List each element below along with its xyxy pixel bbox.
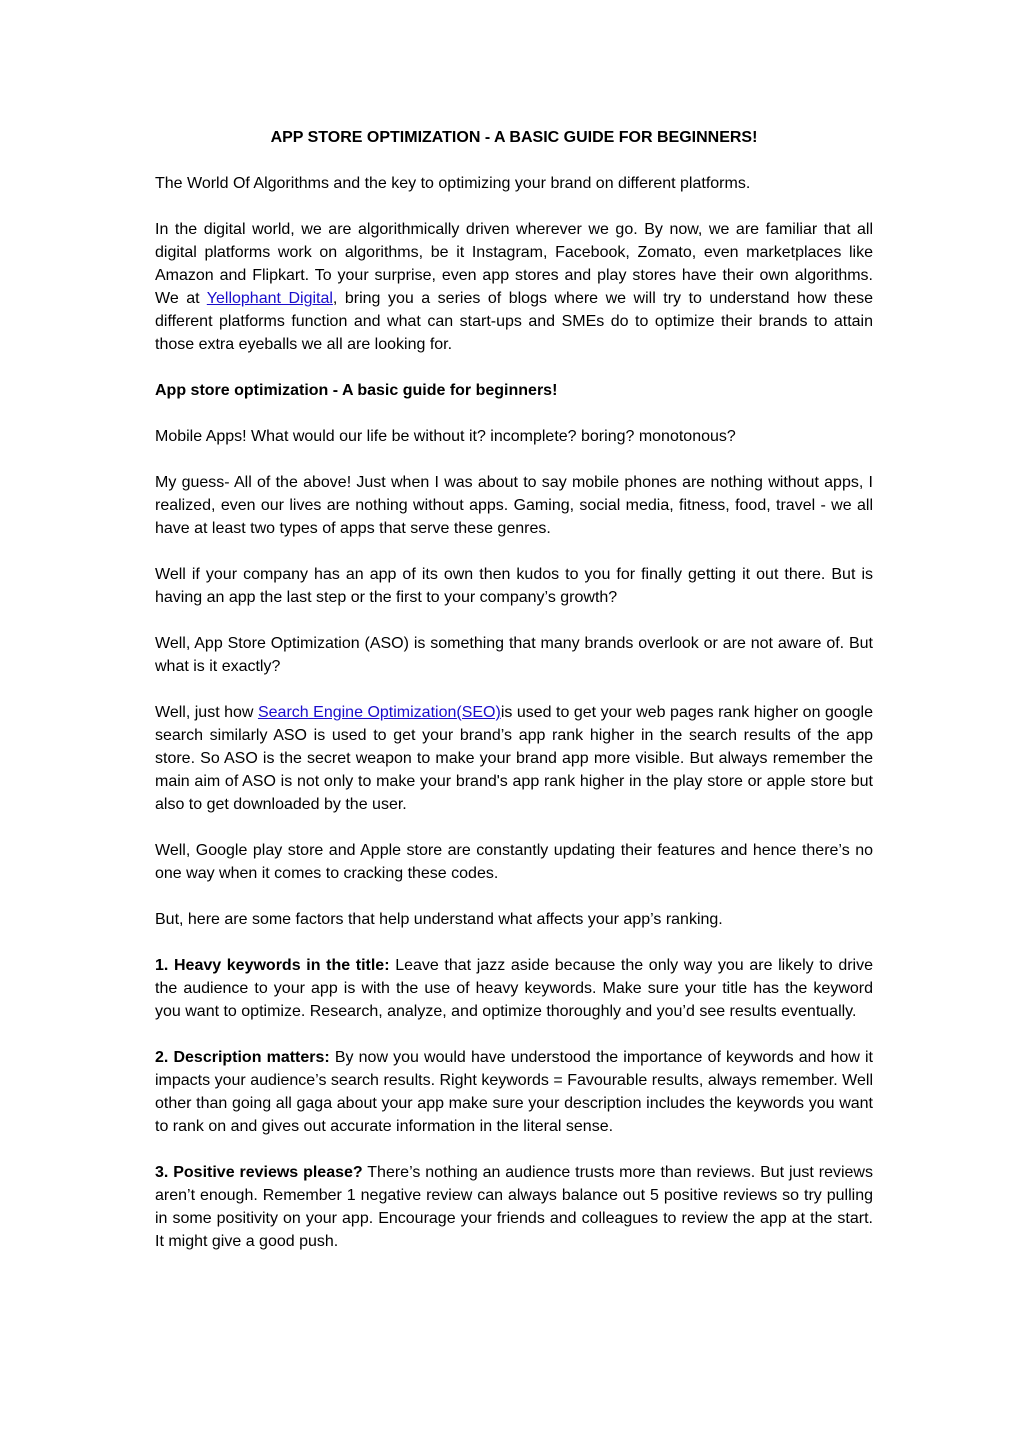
paragraph-store-updates: Well, Google play store and Apple store are constantly updating their features and hence there’s no one way when it comes to cracking these codes. [155,842,873,882]
paragraph-mobile-apps: Mobile Apps! What would our life be without it? incomplete? boring? monotonous? [155,428,736,445]
document-title: APP STORE OPTIMIZATION - A BASIC GUIDE FOR BEGINNERS! [270,129,758,146]
subtitle-paragraph: The World Of Algorithms and the key to optimizing your brand on different platforms. [155,175,751,192]
factor-label: 3. Positive reviews please? [155,1164,363,1181]
factor-label: 1. Heavy keywords in the title: [155,957,390,974]
paragraph-seo-comparison [155,701,873,816]
paragraph-guess: My guess- All of the above! Just when I was about to say mobile phones are nothing without apps, I realized, even our lives are nothing without apps. Gaming, social media, fitness, food, travel - we all have at least two types of apps that serve these genres. [155,474,873,537]
factor-text: Leave that jazz aside because the only way you are likely to drive the audience to your app is with the use of heavy keywords. Make sure your title has the keyword you want to optimize. Research, analyze, and optimize thoroughly and you’d see results eventually. [155,957,873,1020]
seo-link[interactable]: Search Engine Optimization(SEO) [257,704,501,721]
factor-item [155,1046,873,1138]
document-page [155,126,873,1276]
paragraph-company-app: Well if your company has an app of its own then kudos to you for finally getting it out there. But is having an app the last step or the first to your company’s growth? [155,566,873,606]
factor-text: By now you would have understood the importance of keywords and how it impacts your audience’s search results. Right keywords = Favourable results, always remember. Well other than going all gaga about your app make sure your description includes the keywords you want to rank on and gives out accurate information in the literal sense. [155,1049,873,1135]
seo-text-end: is used to get your web pages rank higher on google search similarly ASO is used to get your brand’s app rank higher in the search results of the app store. So ASO is the secret weapon to make your brand app more visible. But always remember the main aim of ASO is not only to make your brand's app rank higher in the play store or apple store but also to get downloaded by the user. [155,704,873,813]
section-heading: App store optimization - A basic guide for beginners! [155,382,558,399]
factor-item [155,1161,873,1253]
yellophant-digital-link[interactable]: Yellophant Digital [206,290,333,307]
paragraph-aso-definition: Well, App Store Optimization (ASO) is something that many brands overlook or are not aware of. But what is it exactly? [155,635,873,675]
intro-text-start: In the digital world, we are algorithmically driven wherever we go. By now, we are familiar that all digital platforms work on algorithms, be it Instagram, Facebook, Zomato, even marketplaces like Amazon and Flipkart. To your surprise, even app stores and play stores have their own algorithms. We at [155,221,873,307]
intro-paragraph [155,218,873,356]
factor-item [155,954,873,1023]
paragraph-factors-intro: But, here are some factors that help understand what affects your app’s ranking. [155,911,723,928]
factor-label: 2. Description matters: [155,1049,330,1066]
seo-text-start: Well, just how [155,704,258,721]
intro-text-end: , bring you a series of blogs where we will try to understand how these different platforms function and what can start-ups and SMEs do to optimize their brands to attain those extra eyeballs we all are looking for. [155,290,873,353]
factor-text: There’s nothing an audience trusts more than reviews. But just reviews aren’t enough. Remember 1 negative review can always balance out 5 positive reviews so try pulling in some positivity on your app. Encourage your friends and colleagues to review the app at the start. It might give a good push. [155,1164,873,1250]
